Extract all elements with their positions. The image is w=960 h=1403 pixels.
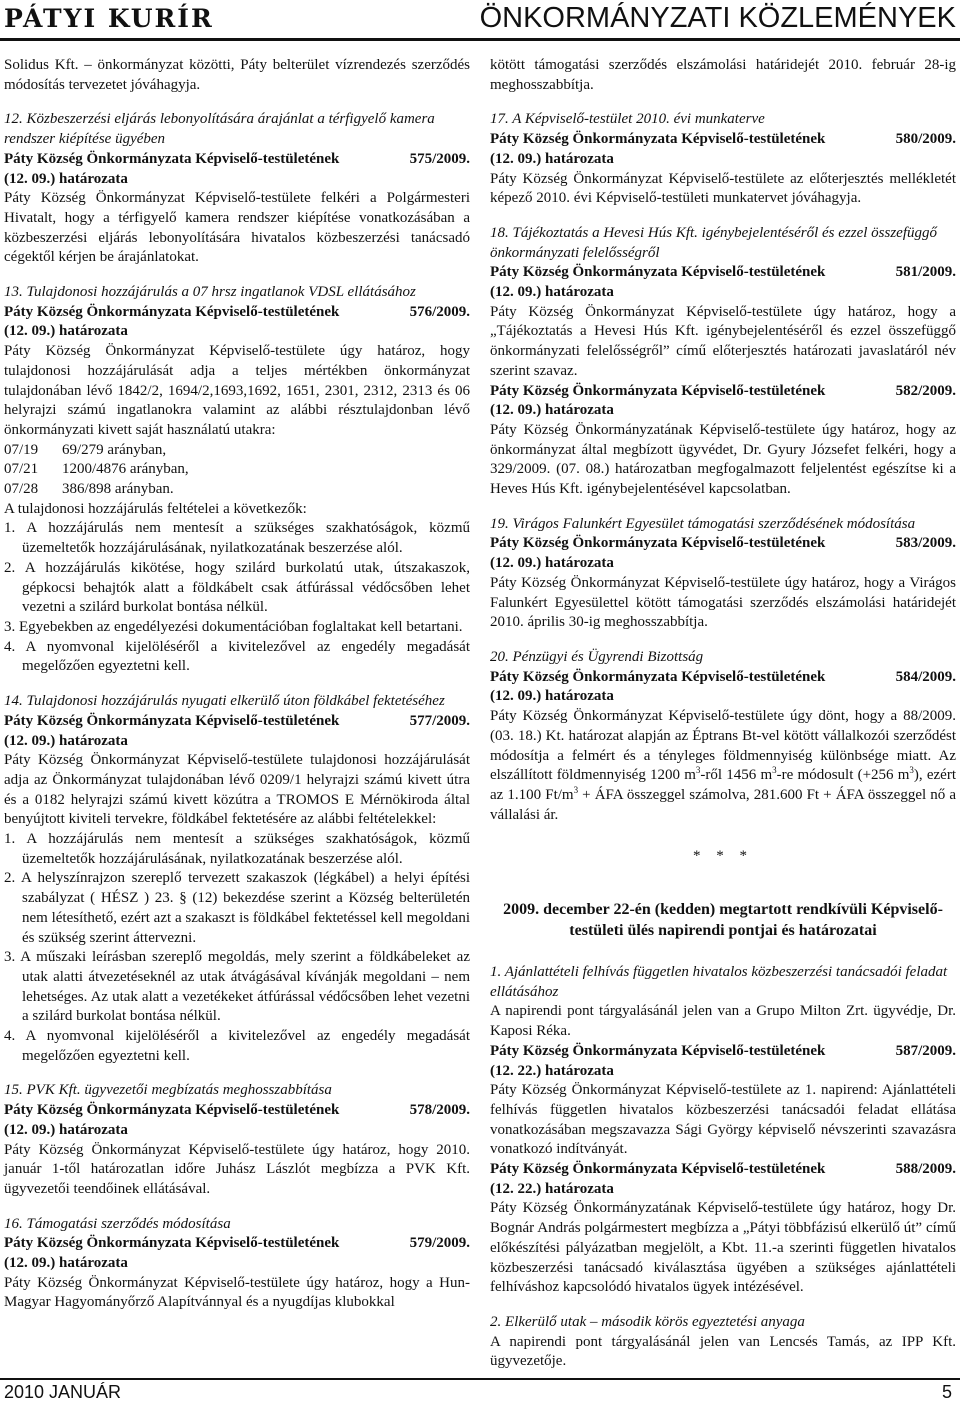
header-rule — [0, 38, 960, 41]
item-14 — [4, 692, 470, 1066]
share-row: 07/19 69/279 arányban, — [4, 441, 167, 458]
resolution-body: Páty Község Önkormányzat Képviselő-testülete tulajdonosi hozzájárulását adja az Önkormányzat tulajdonában lévő 0209/1 helyrajzi számú kivett útra és a 0182 helyrajzi számú kivett közútra a TROMOS E Mérnökiroda által benyújtott kiviteli tervekre, földkábel fektetésére az alábbi feltételekkel: — [4, 752, 470, 828]
condition-item: 3. Egyebekben az engedélyezési dokumentációban foglaltakat kell betartani. — [4, 618, 463, 635]
resolution-title: Páty Község Önkormányzata Képviselő-testületének 580/2009. — [490, 131, 956, 148]
resolution-date: (12. 22.) határozata — [490, 1180, 614, 1197]
resolution-body: Páty Község Önkormányzatának Képviselő-testülete úgy határoz, hogy az önkormányzat által megbízott ügyvédet, Dr. Gyury Józsefet felkéri, hogy a 329/2009. (07. 08.) határozatban megfogalmazott feljelentést egészítse ki a Heves Hús Kft. igénybejelentésével kapcsolatban. — [490, 421, 956, 498]
left-column — [4, 56, 470, 1313]
resolution-body: Páty Község Önkormányzat Képviselő-testülete úgy határoz, hogy a Virágos Falunkért Egyesülettel kötött támogatási szerződés elszámolási határidejét 2010. április 30-ig meghosszabbítja. — [490, 574, 956, 631]
session-title: 2009. december 22-én (kedden) megtartott rendkívüli Képviselő-testületi ülés napirendi pontjai és határozatai — [503, 901, 943, 940]
resolution-date: (12. 09.) határozata — [4, 323, 128, 340]
resolution-date: (12. 09.) határozata — [4, 170, 128, 187]
resolution-title: Páty Község Önkormányzata Képviselő-testületének 576/2009. — [4, 303, 470, 320]
conditions-intro: A tulajdonosi hozzájárulás feltételei a következők: — [4, 500, 307, 517]
resolution-body: Páty Község Önkormányzat Képviselő-testülete úgy határoz, hogy a Hun-Magyar Hagyományőrző Alapítvánnyal és a nyugdíjas klubokkal — [4, 1274, 470, 1311]
resolution-date: (12. 09.) határozata — [4, 1121, 128, 1138]
resolution-date: (12. 09.) határozata — [490, 284, 614, 301]
item-12 — [4, 110, 470, 268]
resolution-title: Páty Község Önkormányzata Képviselő-testületének 575/2009. — [4, 150, 470, 167]
resolution-body: Páty Község Önkormányzat Képviselő-testülete úgy határoz, hogy 2010. január 1-től határozatlan időre Juhász Lászlót megbízza a PVK Kft. ügyvezetői teendőinek ellátásával. — [4, 1141, 470, 1197]
item-20 — [490, 648, 956, 825]
item-16 — [4, 1215, 470, 1314]
footer-rule — [0, 1378, 960, 1380]
item-heading: 17. A Képviselő-testület 2010. évi munkaterve — [490, 111, 765, 128]
share-row: 07/28 386/898 arányban. — [4, 481, 174, 498]
resolution-title: Páty Község Önkormányzata Képviselő-testületének 588/2009. — [490, 1161, 956, 1178]
condition-item: 3. A műszaki leírásban szereplő megoldás, mely szerint a földkábeleket az utak alatti átvezetéseknél az utak átvágásával kívánják megoldani – nem lehetséges. Az utak alatt a vezetékeket átfúrással védőcsőben lehet vezetni a szilárd burkolat bontása nélkül. — [4, 949, 470, 1025]
section-separator: * * * — [693, 848, 753, 865]
resolution-title: Páty Község Önkormányzata Képviselő-testületének 579/2009. — [4, 1235, 470, 1252]
resolution-date: (12. 09.) határozata — [4, 732, 128, 749]
right-column — [490, 56, 956, 1372]
resolution-body: Páty Község Önkormányzat Képviselő-testülete úgy dönt, hogy a 88/2009. (03. 18.) Kt. határozat alapján az Éptrans Bt-vel kötött vállalkozói szerződést módosítja a felmért és a tényleges földmennyiség különbsége miatt. Az elszállított földmennyiség 1200 $m^3$-ről 1456 $m^3-re$ módosult (+256 $m^3$), ezért az 1.100 $Ft/m^3$ + ÁFA összeggel számolva, 281.600 Ft + ÁFA összeggel nő a vállalási ár. — [490, 708, 956, 823]
resolution-title: Páty Község Önkormányzata Képviselő-testületének 577/2009. — [4, 712, 470, 729]
resolution-date: (12. 09.) határozata — [490, 150, 614, 167]
item-13 — [4, 283, 470, 677]
share-row: 07/21 1200/4876 arányban, — [4, 461, 189, 478]
resolution-body: Páty Község Önkormányzat Képviselő-testülete az előterjesztés mellékletét képező 2010. évi Képviselő-testületi munkatervet jóváhagyja. — [490, 170, 956, 207]
condition-item: 4. A nyomvonal kijelöléséről a kivitelezővel az engedély megadását megelőzően egyeztetni kell. — [4, 1028, 470, 1064]
resolution-date: (12. 09.) határozata — [4, 1255, 128, 1272]
item-heading: 13. Tulajdonosi hozzájárulás a 07 hrsz ingatlanok VDSL ellátásához — [4, 284, 416, 301]
resolution-body: Páty Község Önkormányzat Képviselő-testülete az 1. napirend: Ajánlattételi felhívás független hivatalos közbeszerzési tanácsadói feladat ellátása vonatkozásában megszavazza Sági György képviselő névszerinti szavazásra vonatkozó indítványát. — [490, 1082, 956, 1158]
attendance-note: A napirendi pont tárgyalásánál jelen van a Grupo Milton Zrt. ügyvédje, Dr. Kaposi Réka. — [490, 1003, 956, 1040]
masthead — [0, 0, 960, 44]
resolution-title: Páty Község Önkormányzata Képviselő-testületének 584/2009. — [490, 668, 956, 685]
resolution-date: (12. 09.) határozata — [490, 688, 614, 705]
resolution-body: Páty Község Önkormányzat Képviselő-testülete felkéri a Polgármesteri Hivatalt, hogy a térfigyelő kamera rendszer kiépítése vonatkozásában a közbeszerzési eljárás lebonyolítására hivatalos közbeszerzési tanácsadó cégektől kérjen be árajánlatokat. — [4, 190, 470, 266]
item-heading: 12. Közbeszerzési eljárás lebonyolítására árajánlat a térfigyelő kamera rendszer kiépítése ügyében — [4, 111, 435, 148]
condition-item: 2. A helyszínrajzon szereplő tervezett szakaszok (légkábel) a helyi építési szabályzat ( HÉSZ ) 23. § (12) bekezdése szerint a Község belterületén nem létesíthető, ezért azt a szakaszt is földkábel fektetéssel kell megoldani és szükség szerint áttervezni. — [4, 870, 470, 946]
item-15 — [4, 1081, 470, 1199]
item-heading: 14. Tulajdonosi hozzájárulás nyugati elkerülő úton földkábel fektetéséhez — [4, 693, 445, 710]
intro-paragraph: Solidus Kft. – önkormányzat közötti, Páty belterület vízrendezés szerződés módosítás tervezetet jóváhagyja. — [4, 57, 470, 93]
resolution-title: Páty Község Önkormányzata Képviselő-testületének 583/2009. — [490, 535, 956, 552]
item-18 — [490, 224, 956, 500]
continued-paragraph: kötött támogatási szerződés elszámolási határidejét 2010. február 28-ig meghosszabbítja. — [490, 57, 956, 93]
condition-item: 2. A hozzájárulás kikötése, hogy szilárd burkolatú utak, útszakaszok, gépkocsi behajtók alatt a földkábelt csak átfúrással védőcsőben lehet vezetni a szilárd burkolat bontása nélkül. — [4, 559, 470, 616]
item-heading: 16. Támogatási szerződés módosítása — [4, 1215, 231, 1232]
item-heading: 1. Ajánlattételi felhívás független hivatalos közbeszerzési tanácsadói feladat ellátásához — [490, 964, 948, 1000]
resolution-date: (12. 22.) határozata — [490, 1062, 614, 1079]
resolution-date: (12. 09.) határozata — [490, 555, 614, 572]
condition-item: 1. A hozzájárulás nem mentesít a szükséges szakhatóságok, közmű üzemeltetők hozzájárulásának, nyilatkozatának beszerzése alól. — [4, 520, 470, 557]
item-heading: 2. Elkerülő utak – második körös egyeztetési anyaga — [490, 1313, 805, 1330]
page-footer — [0, 1378, 960, 1403]
attendance-note: A napirendi pont tárgyalásánál jelen van Lencsés Tamás, az IPP Kft. ügyvezetője. — [490, 1333, 956, 1370]
resolution-body: Páty Község Önkormányzat Képviselő-testülete úgy határoz, hogy tulajdonosi hozzájárulását adja a teljes mértékben önkormányzat tulajdonában lévő 1842/2, 1694/2,1693,1692, 1651, 2301, 2312, 2313 és 06 helyrajzi számú ingatlanokra valamint az alábbi résztulajdonban lévő önkormányzati kivett saját használatú utakra: — [4, 343, 470, 438]
condition-item: 4. A nyomvonal kijelöléséről a kivitelezővel az engedély megadását megelőzően egyeztetni kell. — [4, 638, 470, 675]
item-19 — [490, 515, 956, 633]
resolution-title: Páty Község Önkormányzata Képviselő-testületének 582/2009. — [490, 382, 956, 399]
page-number: 5 — [941, 1382, 952, 1402]
resolution-date: (12. 09.) határozata — [490, 402, 614, 419]
resolution-title: Páty Község Önkormányzata Képviselő-testületének 578/2009. — [4, 1102, 470, 1119]
item-17 — [490, 110, 956, 209]
resolution-title: Páty Község Önkormányzata Képviselő-testületének 587/2009. — [490, 1042, 956, 1059]
resolution-title: Páty Község Önkormányzata Képviselő-testületének 581/2009. — [490, 264, 956, 281]
section-title: ÖNKORMÁNYZATI KÖZLEMÉNYEK — [479, 2, 956, 34]
resolution-body: Páty Község Önkormányzat Képviselő-testülete úgy határoz, hogy a „Tájékoztatás a Hevesi Hús Kft. igénybejelentéséről és ezzel összefüggő önkormányzati felelősségről” című előterjesztés határozati javaslatáról név szerint szavaz. — [490, 303, 956, 379]
item-heading: 15. PVK Kft. ügyvezetői megbízatás meghosszabbítása — [4, 1082, 332, 1099]
condition-item: 1. A hozzájárulás nem mentesít a szükséges szakhatóságok, közmű üzemeltetők hozzájárulásának, nyilatkozatának beszerzése alól. — [4, 831, 470, 867]
item-heading: 18. Tájékoztatás a Hevesi Hús Kft. igénybejelentéséről és ezzel összefüggő önkormányzati felelősségről — [490, 224, 938, 261]
item-heading: 19. Virágos Falunkért Egyesület támogatási szerződésének módosítása — [490, 515, 916, 532]
item-heading: 20. Pénzügyi és Ügyrendi Bizottság — [490, 648, 704, 665]
publication-title: PÁTYI KURÍR — [4, 4, 214, 33]
agenda-item-1 — [490, 963, 956, 1298]
issue-date: 2010 JANUÁR — [4, 1382, 122, 1402]
resolution-body: Páty Község Önkormányzatának Képviselő-testülete úgy határoz, hogy Dr. Bognár András polgármestert megbízza a „Pátyi többfázisú elkerülő út” című előkészítési pályázatban megjelölt, a Kbt. 11.-a szerinti független hivatalos közbeszerzési tanácsadó kiválasztása ügyében a szükséges ajánlattételi felhíváshoz kapcsolódó hivatalos ügyek intézésével. — [490, 1200, 956, 1296]
agenda-item-2 — [490, 1313, 956, 1372]
